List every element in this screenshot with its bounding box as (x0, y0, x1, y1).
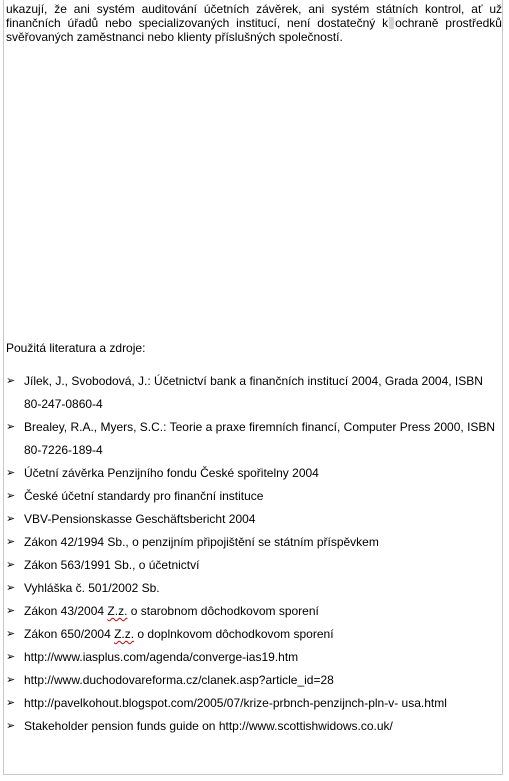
reference-url: http://www.duchodovareforma.cz/clanek.asp?article_id=28 (24, 673, 334, 687)
reference-item (4, 508, 500, 531)
arrow-bullet-icon: ➢ (6, 559, 16, 571)
reference-text-post: o doplnkovom dôchodkovom sporení (134, 627, 334, 641)
arrow-bullet-icon: ➢ (6, 674, 16, 686)
reference-text: Zákon 42/1994 Sb., o penzijním připojištění se státním příspěvkem (24, 535, 379, 549)
arrow-bullet-icon: ➢ (6, 375, 16, 387)
reference-item (4, 462, 500, 485)
reference-item (4, 485, 500, 508)
reference-text: Brealey, R.A., Myers, S.C.: Teorie a praxe firemních financí, Computer Press 2000, ISBN 80-7226-189-4 (24, 420, 496, 457)
reference-text: České účetní standardy pro finanční instituce (24, 489, 264, 503)
text-cursor (389, 17, 394, 29)
reference-item (4, 646, 500, 669)
arrow-bullet-icon: ➢ (6, 697, 16, 709)
arrow-bullet-icon: ➢ (6, 651, 16, 663)
reference-text: Vyhláška č. 501/2002 Sb. (24, 581, 160, 595)
paragraph-text-1: ukazují, že ani systém auditování účetních závěrek, ani systém státních kontrol, ať už finančních úřadů nebo specializovaných institucí, není dostatečný k (6, 2, 502, 30)
arrow-bullet-icon: ➢ (6, 720, 16, 732)
arrow-bullet-icon: ➢ (6, 605, 16, 617)
reference-text: Stakeholder pension funds guide on http://www.scottishwidows.co.uk/ (24, 719, 393, 733)
reference-item (4, 416, 500, 462)
reference-text-pre: Zákon 43/2004 (24, 604, 108, 618)
reference-item (4, 600, 500, 623)
reference-text: Jílek, J., Svobodová, J.: Účetnictví bank a finančních institucí 2004, Grada 2004, ISBN 80-247-0860-4 (24, 374, 483, 411)
reference-item (4, 692, 500, 715)
arrow-bullet-icon: ➢ (6, 628, 16, 640)
arrow-bullet-icon: ➢ (6, 582, 16, 594)
reference-text: Zákon 563/1991 Sb., o účetnictví (24, 558, 200, 572)
spellcheck-flagged-word[interactable]: Z.z. (107, 604, 128, 618)
arrow-bullet-icon: ➢ (6, 467, 16, 479)
reference-text: Účetní závěrka Penzijního fondu České spořitelny 2004 (24, 466, 319, 480)
arrow-bullet-icon: ➢ (6, 513, 16, 525)
reference-url: http://www.iasplus.com/agenda/converge-ias19.htm (24, 650, 299, 664)
references-list (4, 370, 500, 738)
spellcheck-flagged-word[interactable]: Z.z. (114, 627, 135, 641)
reference-text: VBV-Pensionskasse Geschäftsbericht 2004 (24, 512, 256, 526)
reference-item (4, 554, 500, 577)
reference-item (4, 715, 500, 738)
reference-item (4, 577, 500, 600)
reference-text-post: o starobnom dôchodkovom sporení (127, 604, 319, 618)
references-heading: Použitá literatura a zdroje: (6, 341, 146, 355)
reference-item (4, 370, 500, 416)
reference-url: http://pavelkohout.blogspot.com/2005/07/krize-prbnch-penzijnch-pln-v- usa.html (24, 696, 447, 710)
document-page (3, 0, 503, 775)
paragraph-text-2: ochraně prostředků svěřovaných zaměstnanci nebo klienty příslušných společností. (6, 16, 502, 44)
arrow-bullet-icon: ➢ (6, 536, 16, 548)
reference-text-pre: Zákon 650/2004 (24, 627, 115, 641)
reference-item (4, 623, 500, 646)
body-paragraph[interactable] (6, 2, 502, 44)
arrow-bullet-icon: ➢ (6, 421, 16, 433)
arrow-bullet-icon: ➢ (6, 490, 16, 502)
reference-item (4, 669, 500, 692)
reference-item (4, 531, 500, 554)
